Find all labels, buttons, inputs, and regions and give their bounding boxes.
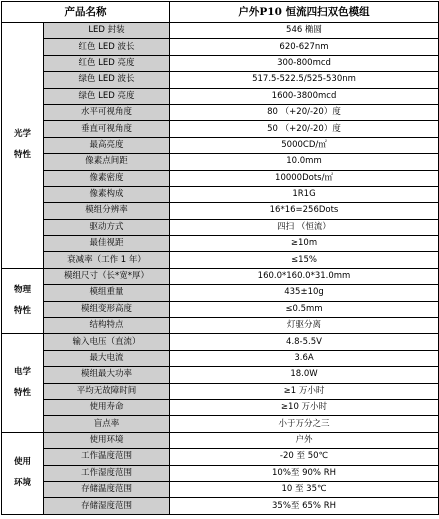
spec-label: 像素密度 <box>44 170 170 186</box>
spec-value: 10000Dots/㎡ <box>170 170 439 186</box>
spec-label: LED 封装 <box>44 23 170 39</box>
spec-row <box>2 367 439 383</box>
spec-label: 像素点间距 <box>44 154 170 170</box>
spec-row <box>2 39 439 55</box>
spec-value: 35%至 65% RH <box>170 498 439 514</box>
spec-row <box>2 186 439 202</box>
spec-value: ≥1 万小时 <box>170 383 439 399</box>
spec-row <box>2 481 439 497</box>
spec-value: 80 （+20/-20）度 <box>170 104 439 120</box>
spec-label: 最大电流 <box>44 350 170 366</box>
spec-label: 绿色 LED 波长 <box>44 72 170 88</box>
spec-row <box>2 465 439 481</box>
spec-label: 最高亮度 <box>44 137 170 153</box>
spec-value: 小于万分之三 <box>170 416 439 432</box>
spec-label: 使用寿命 <box>44 399 170 415</box>
section-category-line1: 物理 <box>13 285 31 296</box>
spec-label: 模组分辨率 <box>44 203 170 219</box>
spec-value: 16*16=256Dots <box>170 203 439 219</box>
spec-value: ≤15% <box>170 252 439 268</box>
spec-label: 红色 LED 波长 <box>44 39 170 55</box>
spec-value: 3.6A <box>170 350 439 366</box>
spec-label: 平均无故障时间 <box>44 383 170 399</box>
spec-table <box>1 1 439 515</box>
spec-label: 垂直可视角度 <box>44 121 170 137</box>
spec-label: 绿色 LED 亮度 <box>44 88 170 104</box>
spec-label: 模组最大功率 <box>44 367 170 383</box>
spec-row <box>2 137 439 153</box>
spec-label: 最佳视距 <box>44 236 170 252</box>
spec-value: ≤0.5mm <box>170 301 439 317</box>
section-category <box>2 268 44 334</box>
spec-row <box>2 449 439 465</box>
spec-label: 工作湿度范围 <box>44 465 170 481</box>
spec-label: 输入电压（直流） <box>44 334 170 350</box>
spec-row <box>2 252 439 268</box>
spec-row <box>2 236 439 252</box>
spec-row <box>2 318 439 334</box>
section-category <box>2 432 44 514</box>
spec-label: 存储湿度范围 <box>44 498 170 514</box>
spec-label: 水平可视角度 <box>44 104 170 120</box>
spec-label: 模组变形高度 <box>44 301 170 317</box>
spec-label: 模组尺寸（长*宽*厚） <box>44 268 170 284</box>
spec-row <box>2 88 439 104</box>
spec-row <box>2 334 439 350</box>
section-category <box>2 334 44 432</box>
spec-row <box>2 219 439 235</box>
spec-row <box>2 72 439 88</box>
spec-row <box>2 432 439 448</box>
spec-value: 4.8-5.5V <box>170 334 439 350</box>
spec-label: 衰减率（工作 1 年） <box>44 252 170 268</box>
spec-value: 517.5-522.5/525-530nm <box>170 72 439 88</box>
spec-label: 使用环境 <box>44 432 170 448</box>
spec-table-body <box>2 2 439 515</box>
spec-row <box>2 170 439 186</box>
section-category-line2: 环境 <box>13 478 31 489</box>
header-row <box>2 2 439 23</box>
spec-value: 1R1G <box>170 186 439 202</box>
section-category-line2: 特性 <box>13 150 31 161</box>
spec-value: 10.0mm <box>170 154 439 170</box>
section-category-line2: 特性 <box>13 306 31 317</box>
section-category-line2: 特性 <box>13 388 31 399</box>
spec-label: 工作温度范围 <box>44 449 170 465</box>
spec-value: -20 至 50℃ <box>170 449 439 465</box>
spec-value: 160.0*160.0*31.0mm <box>170 268 439 284</box>
section-category-line1: 光学 <box>13 129 31 140</box>
spec-value: 10%至 90% RH <box>170 465 439 481</box>
spec-row <box>2 23 439 39</box>
spec-value: 50 （+20/-20）度 <box>170 121 439 137</box>
spec-value: 10 至 35℃ <box>170 481 439 497</box>
spec-label: 盲点率 <box>44 416 170 432</box>
spec-row <box>2 268 439 284</box>
spec-label: 模组重量 <box>44 285 170 301</box>
spec-row <box>2 121 439 137</box>
spec-row <box>2 104 439 120</box>
spec-value: 户外 <box>170 432 439 448</box>
spec-row <box>2 399 439 415</box>
spec-value: 18.0W <box>170 367 439 383</box>
spec-label: 存储温度范围 <box>44 481 170 497</box>
spec-value: 300-800mcd <box>170 55 439 71</box>
spec-row <box>2 498 439 514</box>
spec-row <box>2 285 439 301</box>
spec-row <box>2 154 439 170</box>
spec-value: 灯驱分离 <box>170 318 439 334</box>
spec-label: 驱动方式 <box>44 219 170 235</box>
spec-row <box>2 203 439 219</box>
spec-label: 红色 LED 亮度 <box>44 55 170 71</box>
spec-label: 结构特点 <box>44 318 170 334</box>
spec-value: 5000CD/㎡ <box>170 137 439 153</box>
spec-value: 620-627nm <box>170 39 439 55</box>
section-category-line1: 电学 <box>13 367 31 378</box>
spec-row <box>2 383 439 399</box>
spec-value: 546 椭圆 <box>170 23 439 39</box>
spec-row <box>2 301 439 317</box>
section-category-line1: 使用 <box>13 457 31 468</box>
spec-value: 435±10g <box>170 285 439 301</box>
header-product-name-label: 产品名称 <box>2 2 170 23</box>
spec-row <box>2 55 439 71</box>
spec-value: ≥10m <box>170 236 439 252</box>
header-product-title: 户外P10 恒流四扫双色模组 <box>170 2 439 23</box>
spec-value: 四扫 （恒流） <box>170 219 439 235</box>
spec-value: ≥10 万小时 <box>170 399 439 415</box>
spec-row <box>2 350 439 366</box>
section-category <box>2 23 44 269</box>
spec-row <box>2 416 439 432</box>
spec-value: 1600-3800mcd <box>170 88 439 104</box>
spec-label: 像素构成 <box>44 186 170 202</box>
